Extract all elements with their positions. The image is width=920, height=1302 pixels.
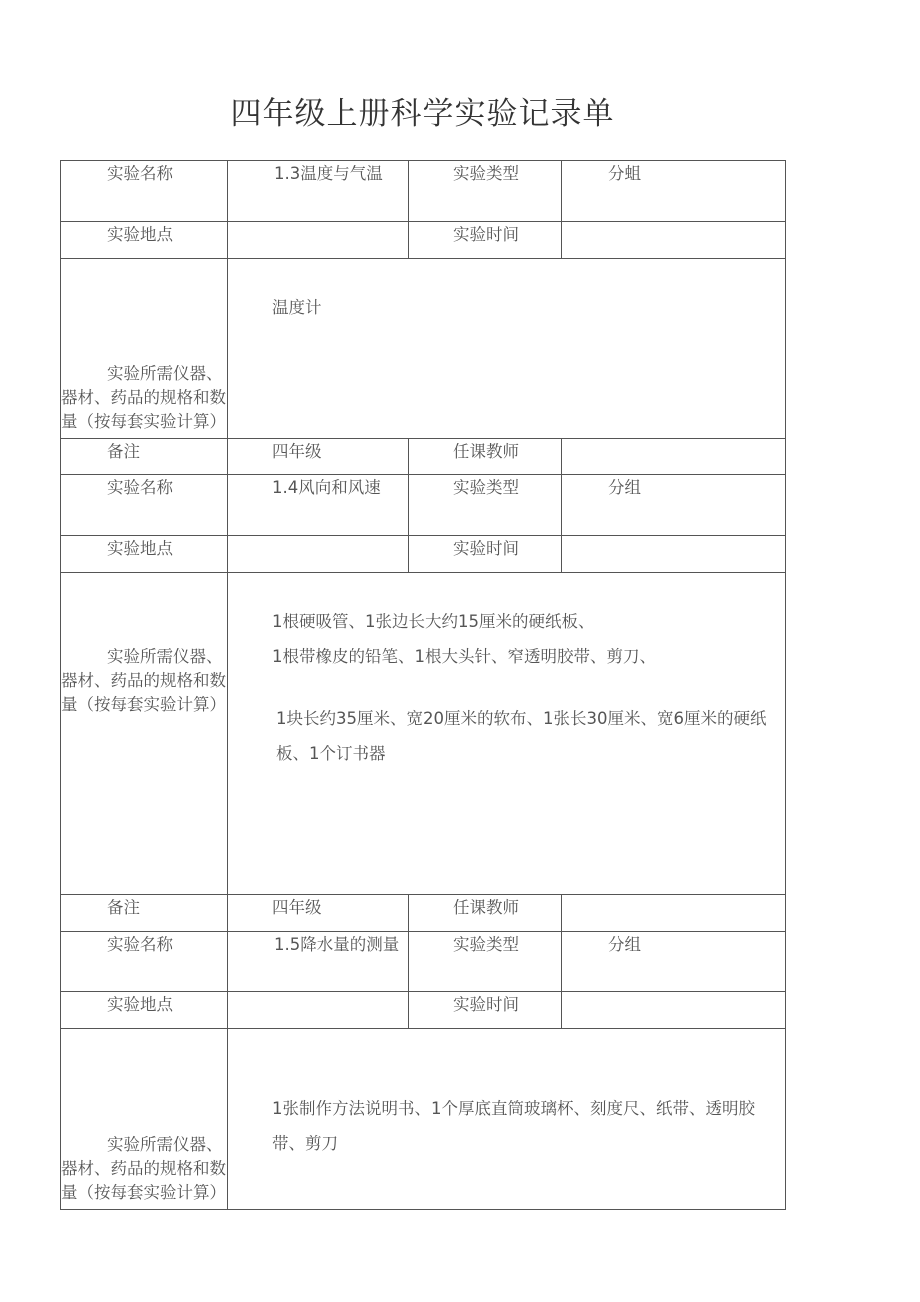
place-value — [228, 992, 409, 1028]
table-row — [61, 573, 786, 895]
name-label: 实验名称 — [61, 161, 228, 221]
time-label: 实验时间 — [409, 536, 562, 572]
equipment-label-text: 实验所需仪器、器材、药品的规格和数量（按每套实验计算） — [61, 647, 226, 714]
teacher-value — [562, 895, 786, 931]
remark-value: 四年级 — [228, 439, 409, 474]
place-label: 实验地点 — [61, 222, 228, 258]
equipment-label-text: 实验所需仪器、器材、药品的规格和数量（按每套实验计算） — [61, 364, 226, 431]
equipment-item: 1张制作方法说明书、1个厚底直筒玻璃杯、刻度尺、纸带、透明胶带、剪刀 — [272, 1099, 755, 1153]
teacher-value — [562, 439, 786, 474]
type-label: 实验类型 — [409, 161, 562, 221]
name-label: 实验名称 — [61, 932, 228, 991]
table-row — [61, 475, 786, 536]
remark-label: 备注 — [61, 439, 228, 474]
table-row — [61, 222, 786, 259]
equipment-label — [61, 1029, 228, 1209]
equipment-label — [61, 573, 228, 894]
table-row — [61, 895, 786, 932]
equipment-item: 温度计 — [272, 298, 322, 317]
remark-label: 备注 — [61, 895, 228, 931]
type-value: 分蛆 — [562, 161, 786, 221]
place-value — [228, 222, 409, 258]
equipment-list — [228, 573, 786, 894]
teacher-label: 任课教师 — [409, 895, 562, 931]
table-row — [61, 932, 786, 992]
table-row — [61, 161, 786, 222]
table-row — [61, 536, 786, 573]
equipment-item: 1根带橡皮的铅笔、1根大头针、窄透明胶带、剪刀、 — [272, 647, 656, 666]
type-label: 实验类型 — [409, 932, 562, 991]
time-label: 实验时间 — [409, 222, 562, 258]
equipment-list — [228, 1029, 786, 1209]
table-row — [61, 259, 786, 439]
table-row — [61, 1029, 786, 1210]
table-row — [61, 439, 786, 475]
place-value — [228, 536, 409, 572]
page-title: 四年级上册科学实验记录单 — [230, 96, 615, 132]
table-row — [61, 992, 786, 1029]
equipment-label-text: 实验所需仪器、器材、药品的规格和数量（按每套实验计算） — [61, 1135, 226, 1202]
equipment-list — [228, 259, 786, 438]
record-table — [60, 160, 786, 1210]
type-value: 分组 — [562, 932, 786, 991]
remark-value: 四年级 — [228, 895, 409, 931]
equipment-label — [61, 259, 228, 438]
name-value: 1.4风向和风速 — [228, 475, 409, 535]
name-value: 1.5降水量的测量 — [228, 932, 409, 991]
teacher-label: 任课教师 — [409, 439, 562, 474]
time-value — [562, 222, 786, 258]
name-label: 实验名称 — [61, 475, 228, 535]
name-value: 1.3温度与气温 — [228, 161, 409, 221]
time-value — [562, 992, 786, 1028]
equipment-item: 1块长约35厘米、宽20厘米的软布、1张长30厘米、宽6厘米的硬纸板、1个订书器 — [276, 709, 767, 763]
equipment-item: 1根硬吸管、1张边长大约15厘米的硬纸板、 — [272, 612, 595, 631]
place-label: 实验地点 — [61, 992, 228, 1028]
time-label: 实验时间 — [409, 992, 562, 1028]
place-label: 实验地点 — [61, 536, 228, 572]
type-value: 分组 — [562, 475, 786, 535]
type-label: 实验类型 — [409, 475, 562, 535]
time-value — [562, 536, 786, 572]
